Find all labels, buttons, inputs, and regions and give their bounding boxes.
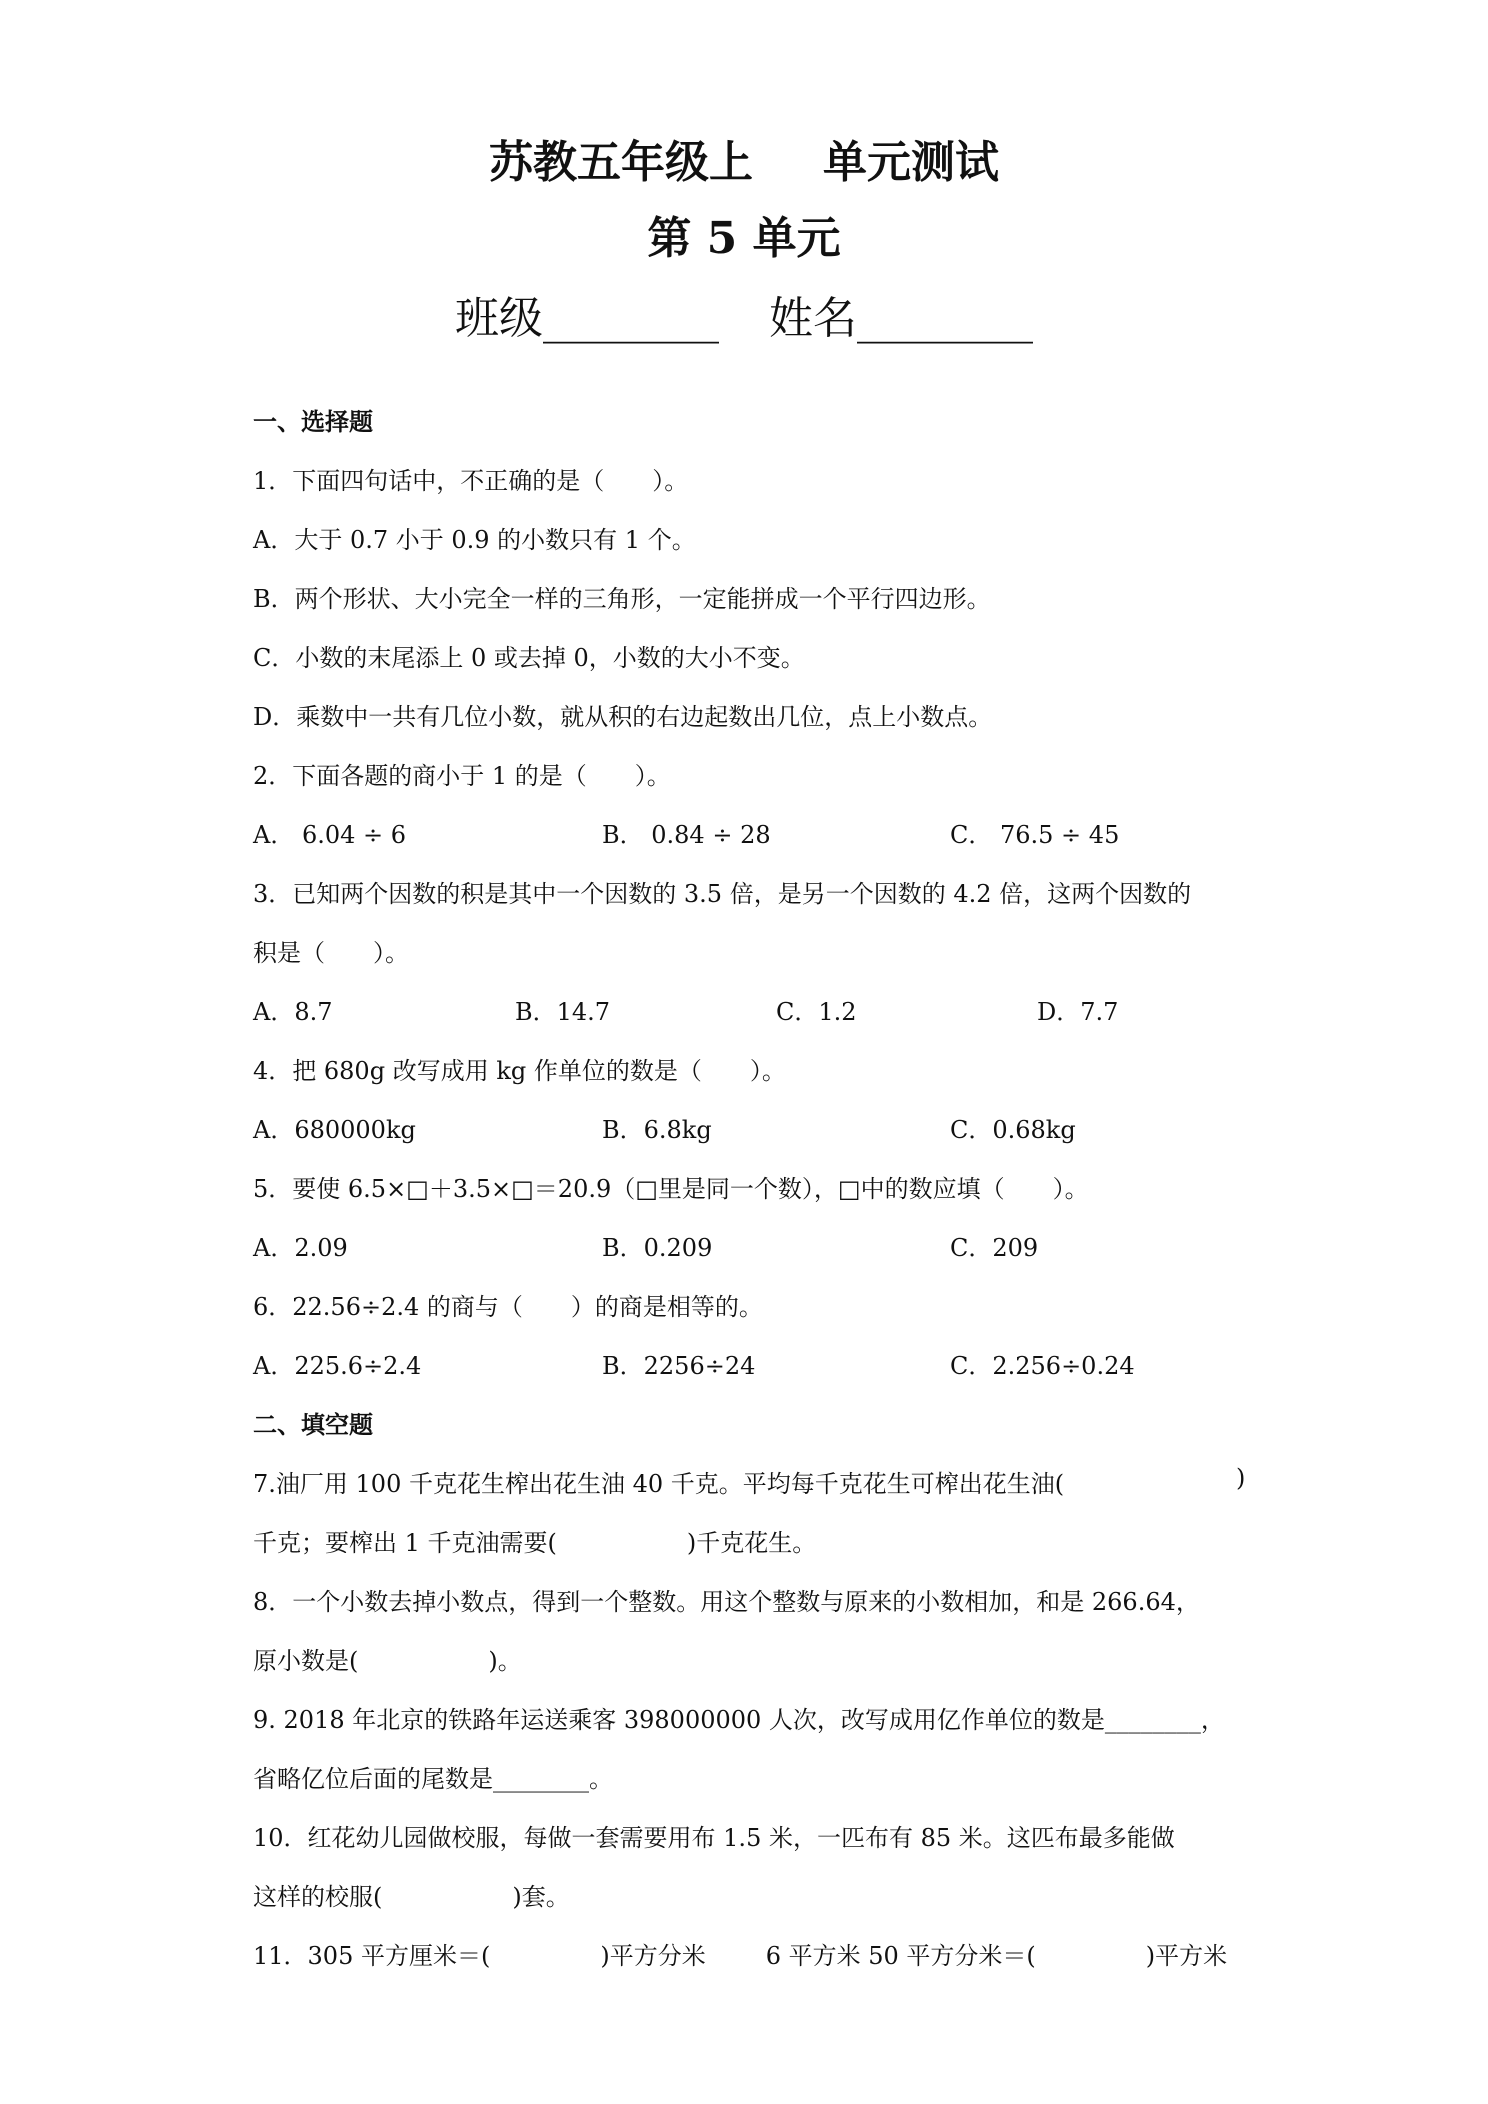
question-8-line-2	[253, 1641, 522, 1676]
unit-title: 第 5 单元	[647, 213, 841, 264]
question-6-option-c: C．2.256÷0.24	[950, 1352, 1135, 1380]
question-7-line-1	[253, 1464, 1064, 1499]
question-2: 2．下面各题的商小于 1 的是（ ）。	[253, 762, 671, 790]
question-1-option-b: B．两个形状、大小完全一样的三角形，一定能拼成一个平行四边形。	[253, 585, 991, 613]
question-5-option-c: C．209	[950, 1234, 1039, 1262]
question-8-text-2: )。	[488, 1647, 522, 1675]
question-8-line-1: 8．一个小数去掉小数点，得到一个整数。用这个整数与原来的小数相加，和是 266.64，	[253, 1588, 1200, 1616]
question-6-option-b: B．2256÷24	[602, 1352, 756, 1380]
question-5-option-b: B．0.209	[602, 1234, 713, 1262]
question-5-option-a: A．2.09	[253, 1234, 348, 1262]
question-7-text-1: 7.油厂用 100 千克花生榨出花生油 40 千克。平均每千克花生可榨出花生油(	[253, 1470, 1065, 1498]
name-field: 姓名________	[769, 293, 1033, 344]
question-11-text-3: 6 平方米 50 平方分米＝(	[765, 1942, 1036, 1970]
question-9-line-2: 省略亿位后面的尾数是________。	[253, 1765, 613, 1793]
title-grade: 苏教五年级上	[489, 137, 753, 188]
question-7-text-3: )千克花生。	[686, 1529, 817, 1557]
question-8-text-1: 原小数是(	[253, 1647, 359, 1675]
test-title	[0, 126, 1488, 190]
section-fill: 二、填空题	[253, 1410, 373, 1439]
title-test: 单元测试	[823, 137, 999, 188]
question-1-option-c: C．小数的末尾添上 0 或去掉 0，小数的大小不变。	[253, 644, 805, 672]
question-6-option-a: A．225.6÷2.4	[253, 1352, 422, 1380]
student-info	[0, 282, 1488, 346]
question-11-text-4: )平方米	[1145, 1942, 1228, 1970]
question-3-option-d: D．7.7	[1037, 998, 1119, 1026]
question-9-line-1: 9. 2018 年北京的铁路年运送乘客 398000000 人次，改写成用亿作单位的数是________，	[253, 1706, 1225, 1734]
question-4: 4．把 680g 改写成用 kg 作单位的数是（ ）。	[253, 1057, 786, 1085]
question-1-option-d: D．乘数中一共有几位小数，就从积的右边起数出几位，点上小数点。	[253, 703, 993, 731]
question-3-option-b: B．14.7	[515, 998, 611, 1026]
question-3-option-c: C．1.2	[776, 998, 857, 1026]
class-field: 班级________	[455, 293, 719, 344]
question-10-text-1: 这样的校服(	[253, 1883, 383, 1911]
question-11	[253, 1936, 1227, 1971]
question-10-text-2: )套。	[512, 1883, 570, 1911]
question-5: 5．要使 6.5×□＋3.5×□＝20.9（□里是同一个数），□中的数应填（ ）。	[253, 1175, 1089, 1203]
question-3-option-a: A．8.7	[253, 998, 333, 1026]
question-4-option-c: C．0.68kg	[950, 1116, 1076, 1144]
question-4-option-b: B．6.8kg	[602, 1116, 712, 1144]
question-3-line-2: 积是（ ）。	[253, 939, 409, 967]
question-10-line-1: 10．红花幼儿园做校服，每做一套需要用布 1.5 米，一匹布有 85 米。这匹布最多能做	[253, 1824, 1175, 1852]
question-7-blank-1-close: )	[1236, 1464, 1246, 1492]
question-6: 6．22.56÷2.4 的商与（ ）的商是相等的。	[253, 1293, 763, 1321]
question-2-option-a: A． 6.04 ÷ 6	[253, 821, 407, 849]
question-1-option-a: A．大于 0.7 小于 0.9 的小数只有 1 个。	[253, 526, 696, 554]
question-1: 1．下面四句话中，不正确的是（ ）。	[253, 467, 689, 495]
question-11-text-1: 11．305 平方厘米＝(	[253, 1942, 491, 1970]
question-2-option-c: C． 76.5 ÷ 45	[950, 821, 1120, 849]
question-7-text-2: 千克；要榨出 1 千克油需要(	[253, 1529, 557, 1557]
question-11-text-2: )平方分米	[600, 1942, 706, 1970]
question-2-option-b: B． 0.84 ÷ 28	[602, 821, 771, 849]
question-10-line-2	[253, 1877, 570, 1912]
question-4-option-a: A．680000kg	[253, 1116, 416, 1144]
section-choice: 一、选择题	[253, 407, 373, 436]
question-7-line-2	[253, 1523, 816, 1558]
question-3-line-1: 3．已知两个因数的积是其中一个因数的 3.5 倍，是另一个因数的 4.2 倍，这两个因数的	[253, 880, 1192, 908]
